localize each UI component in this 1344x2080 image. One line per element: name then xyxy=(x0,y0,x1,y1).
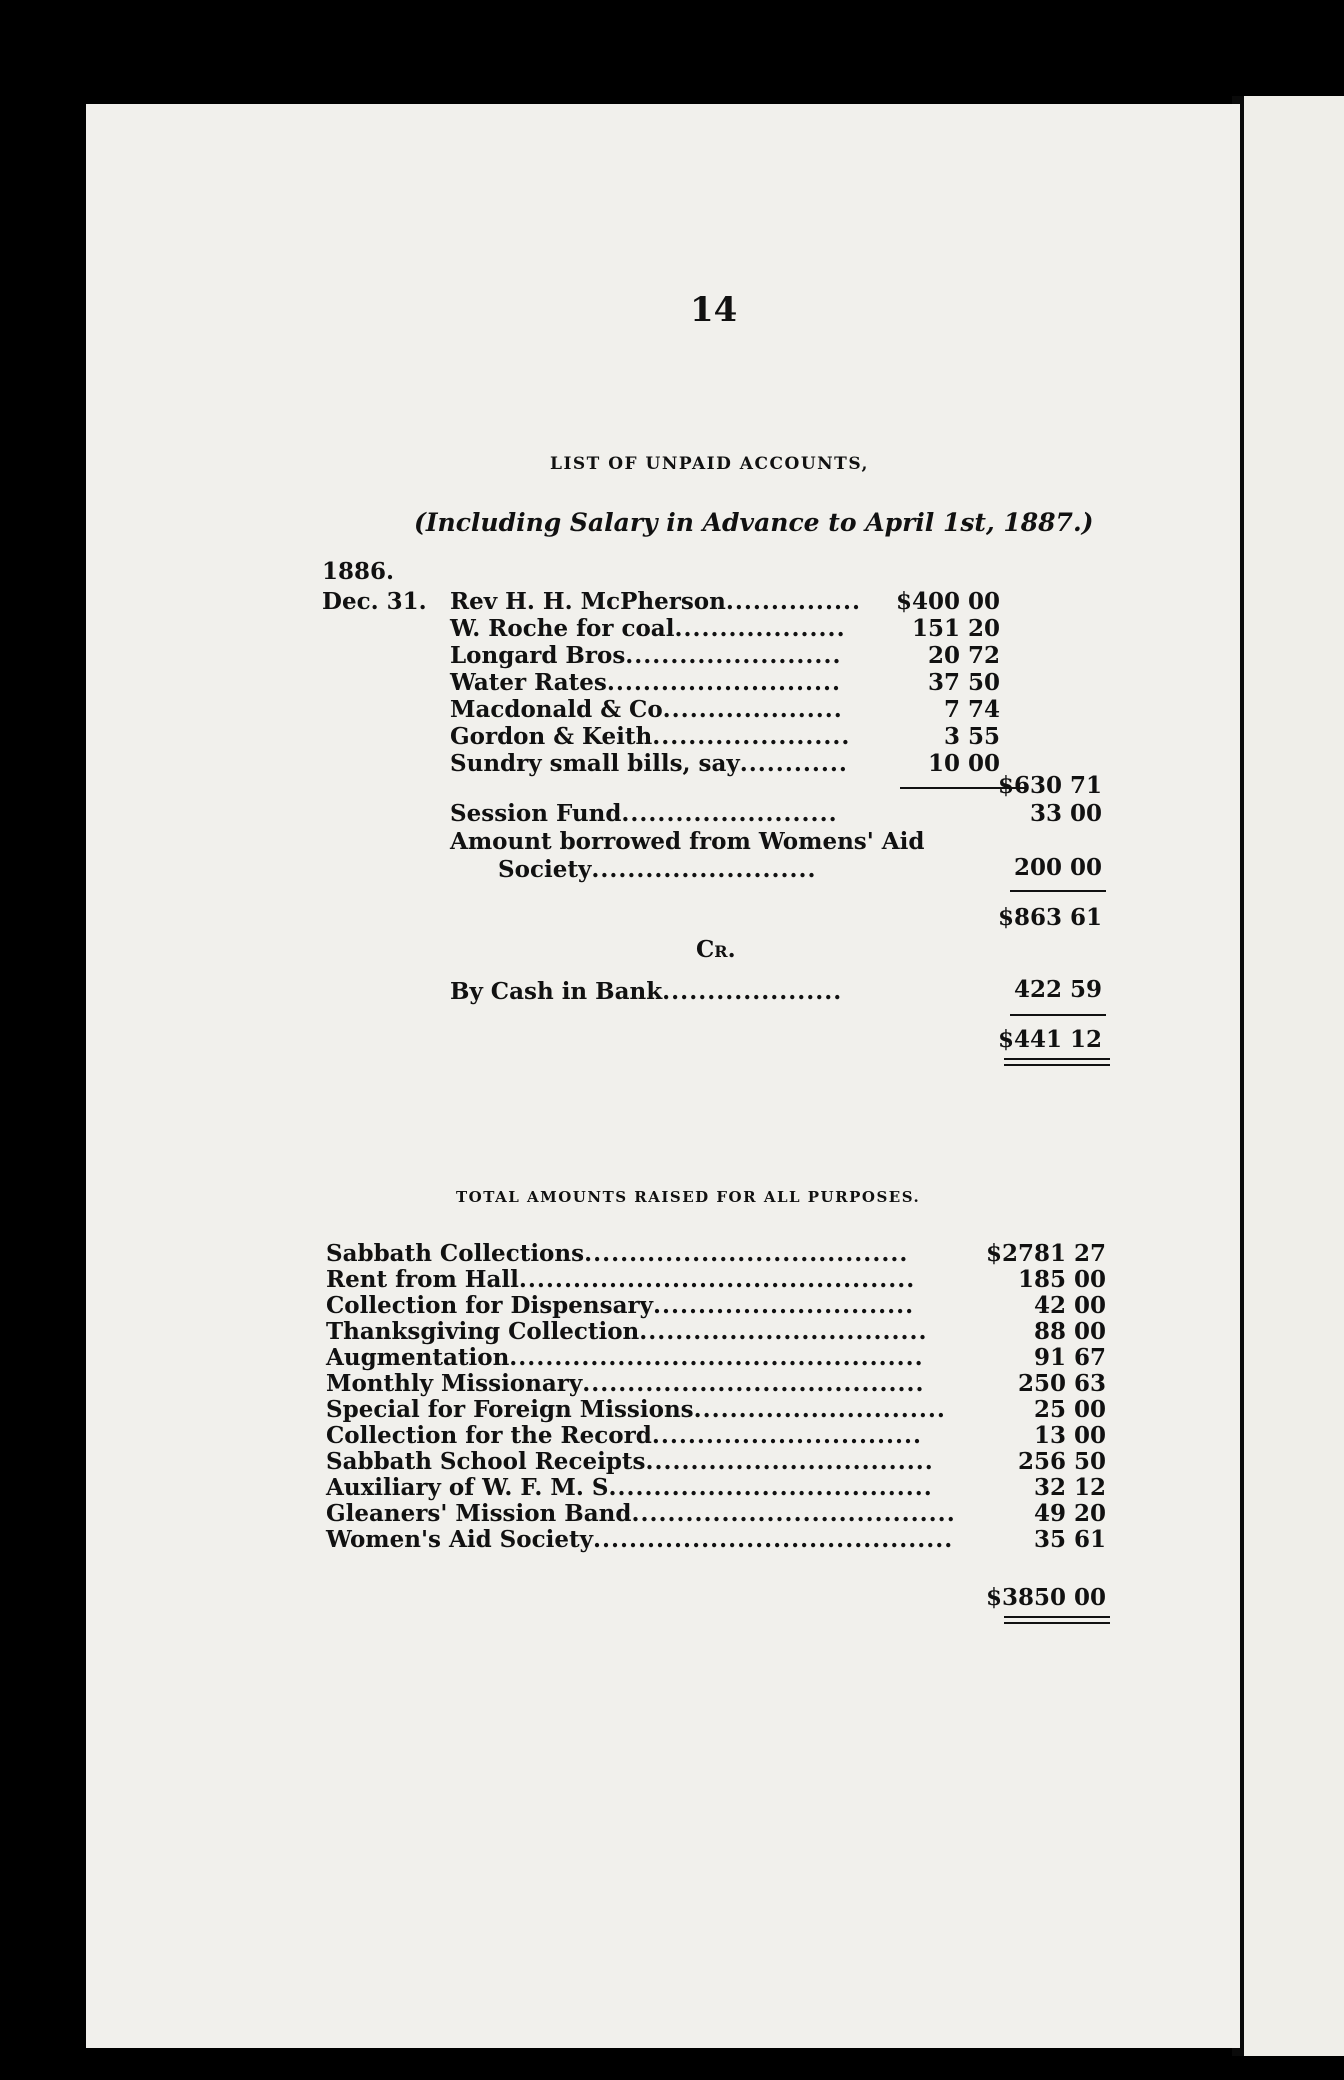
unpaid-item-row xyxy=(450,669,841,696)
raised-item-label: Collection for Dispensary xyxy=(326,1292,653,1319)
borrowed-amount: 200 00 xyxy=(1013,854,1102,881)
unpaid-item-dots: .......................... xyxy=(606,669,842,696)
unpaid-item-dots: ................... xyxy=(674,615,846,642)
unpaid-item-dots: ............ xyxy=(739,750,848,777)
raised-item-amount: 25 00 xyxy=(1033,1396,1106,1423)
raised-item-row xyxy=(326,1500,956,1527)
raised-item-dots: ................................ xyxy=(645,1448,934,1475)
unpaid-item-amount: 7 74 xyxy=(943,696,1000,723)
raised-item-amount: 256 50 xyxy=(1017,1448,1106,1475)
raised-item-row xyxy=(326,1422,922,1449)
raised-item-label: Sabbath School Receipts xyxy=(326,1448,646,1475)
raised-item-amount: 49 20 xyxy=(1033,1500,1106,1527)
balance-amount: $441 12 xyxy=(997,1026,1102,1053)
unpaid-item-dots: ........................ xyxy=(625,642,842,669)
session-fund-dots: ........................ xyxy=(621,800,838,827)
date-label: Dec. 31. xyxy=(322,588,427,615)
cash-dots: .................... xyxy=(662,978,843,1005)
raised-item-label: Monthly Missionary xyxy=(326,1370,583,1397)
raised-item-dots: .................................... xyxy=(584,1240,909,1267)
raised-item-dots: ............................ xyxy=(693,1396,946,1423)
balance-double-rule-2 xyxy=(1004,1064,1110,1066)
balance-rule xyxy=(1010,1014,1106,1016)
unpaid-item-label: Sundry small bills, say xyxy=(450,750,740,777)
raised-item-dots: ............................................ xyxy=(518,1266,916,1293)
raised-item-dots: .................................... xyxy=(631,1500,956,1527)
raised-item-dots: .............................. xyxy=(651,1422,923,1449)
raised-title: TOTAL AMOUNTS RAISED FOR ALL PURPOSES. xyxy=(456,1188,921,1206)
balance-double-rule-1 xyxy=(1004,1058,1110,1060)
raised-item-dots: .................................... xyxy=(608,1474,933,1501)
raised-item-dots: ............................. xyxy=(652,1292,915,1319)
year-label: 1886. xyxy=(322,558,395,585)
total-rule xyxy=(1010,890,1106,892)
raised-item-label: Rent from Hall xyxy=(326,1266,519,1293)
credit-label: Cr. xyxy=(696,936,736,963)
raised-item-row xyxy=(326,1396,946,1423)
cash-row xyxy=(450,978,842,1005)
facing-page-edge xyxy=(1244,96,1344,2056)
borrowed-dots: ......................... xyxy=(591,856,817,883)
raised-item-label: Women's Aid Society xyxy=(326,1526,593,1553)
raised-item-amount: 35 61 xyxy=(1033,1526,1106,1553)
unpaid-item-label: Longard Bros xyxy=(450,642,626,669)
unpaid-item-dots: ............... xyxy=(725,588,861,615)
unpaid-item-amount: 37 50 xyxy=(927,669,1000,696)
unpaid-total: $863 61 xyxy=(997,904,1102,931)
raised-double-rule-2 xyxy=(1004,1622,1110,1624)
raised-item-label: Collection for the Record xyxy=(326,1422,652,1449)
raised-item-row xyxy=(326,1344,924,1371)
unpaid-item-row xyxy=(450,750,848,777)
unpaid-item-label: Macdonald & Co xyxy=(450,696,663,723)
unpaid-item-label: W. Roche for coal xyxy=(450,615,675,642)
raised-item-row xyxy=(326,1292,914,1319)
raised-item-label: Auxiliary of W. F. M. S xyxy=(326,1474,609,1501)
unpaid-subtotal: $630 71 xyxy=(997,772,1102,799)
raised-item-row xyxy=(326,1370,925,1397)
unpaid-item-amount: 20 72 xyxy=(927,642,1000,669)
raised-item-amount: 42 00 xyxy=(1033,1292,1106,1319)
borrowed-line2 xyxy=(498,856,817,883)
session-fund-label: Session Fund xyxy=(450,800,622,827)
unpaid-item-row xyxy=(450,642,841,669)
session-fund-row xyxy=(450,800,838,827)
unpaid-item-dots: .................... xyxy=(662,696,843,723)
raised-item-label: Thanksgiving Collection xyxy=(326,1318,640,1345)
raised-item-amount: 88 00 xyxy=(1033,1318,1106,1345)
raised-item-row xyxy=(326,1266,915,1293)
borrowed-line1: Amount borrowed from Womens' Aid xyxy=(450,828,925,855)
unpaid-accounts-subtitle: (Including Salary in Advance to April 1st, 1887.) xyxy=(414,508,1094,537)
raised-item-label: Special for Foreign Missions xyxy=(326,1396,694,1423)
raised-item-amount: $2781 27 xyxy=(985,1240,1106,1267)
raised-item-row xyxy=(326,1318,928,1345)
raised-item-dots: .............................................. xyxy=(509,1344,924,1371)
unpaid-item-row xyxy=(450,696,843,723)
document-page xyxy=(86,104,1240,2048)
unpaid-item-amount: 10 00 xyxy=(927,750,1000,777)
raised-item-amount: 91 67 xyxy=(1033,1344,1106,1371)
raised-item-label: Augmentation xyxy=(326,1344,510,1371)
raised-item-amount: 185 00 xyxy=(1017,1266,1106,1293)
raised-item-dots: ...................................... xyxy=(582,1370,925,1397)
raised-item-row xyxy=(326,1474,933,1501)
unpaid-item-row xyxy=(450,588,861,615)
unpaid-item-row xyxy=(450,615,846,642)
unpaid-item-amount: $400 00 xyxy=(895,588,1000,615)
unpaid-item-amount: 151 20 xyxy=(911,615,1000,642)
raised-item-dots: ................................ xyxy=(639,1318,928,1345)
unpaid-item-label: Water Rates xyxy=(450,669,607,696)
raised-item-row xyxy=(326,1240,908,1267)
raised-item-amount: 32 12 xyxy=(1033,1474,1106,1501)
raised-item-dots: ........................................ xyxy=(592,1526,954,1553)
raised-item-label: Gleaners' Mission Band xyxy=(326,1500,632,1527)
session-fund-amount: 33 00 xyxy=(1029,800,1102,827)
unpaid-item-label: Gordon & Keith xyxy=(450,723,653,750)
cash-label: By Cash in Bank xyxy=(450,978,663,1005)
raised-item-label: Sabbath Collections xyxy=(326,1240,585,1267)
borrowed-label: Society xyxy=(498,856,592,883)
cash-amount: 422 59 xyxy=(1013,976,1102,1003)
raised-item-row xyxy=(326,1526,953,1553)
raised-item-amount: 13 00 xyxy=(1033,1422,1106,1449)
unpaid-item-label: Rev H. H. McPherson xyxy=(450,588,726,615)
unpaid-item-dots: ...................... xyxy=(652,723,851,750)
raised-total: $3850 00 xyxy=(985,1584,1106,1611)
page-number: 14 xyxy=(690,290,738,330)
unpaid-item-row xyxy=(450,723,850,750)
raised-item-amount: 250 63 xyxy=(1017,1370,1106,1397)
unpaid-item-amount: 3 55 xyxy=(943,723,1000,750)
raised-item-row xyxy=(326,1448,934,1475)
unpaid-accounts-title: LIST OF UNPAID ACCOUNTS, xyxy=(550,454,869,474)
raised-double-rule-1 xyxy=(1004,1616,1110,1618)
